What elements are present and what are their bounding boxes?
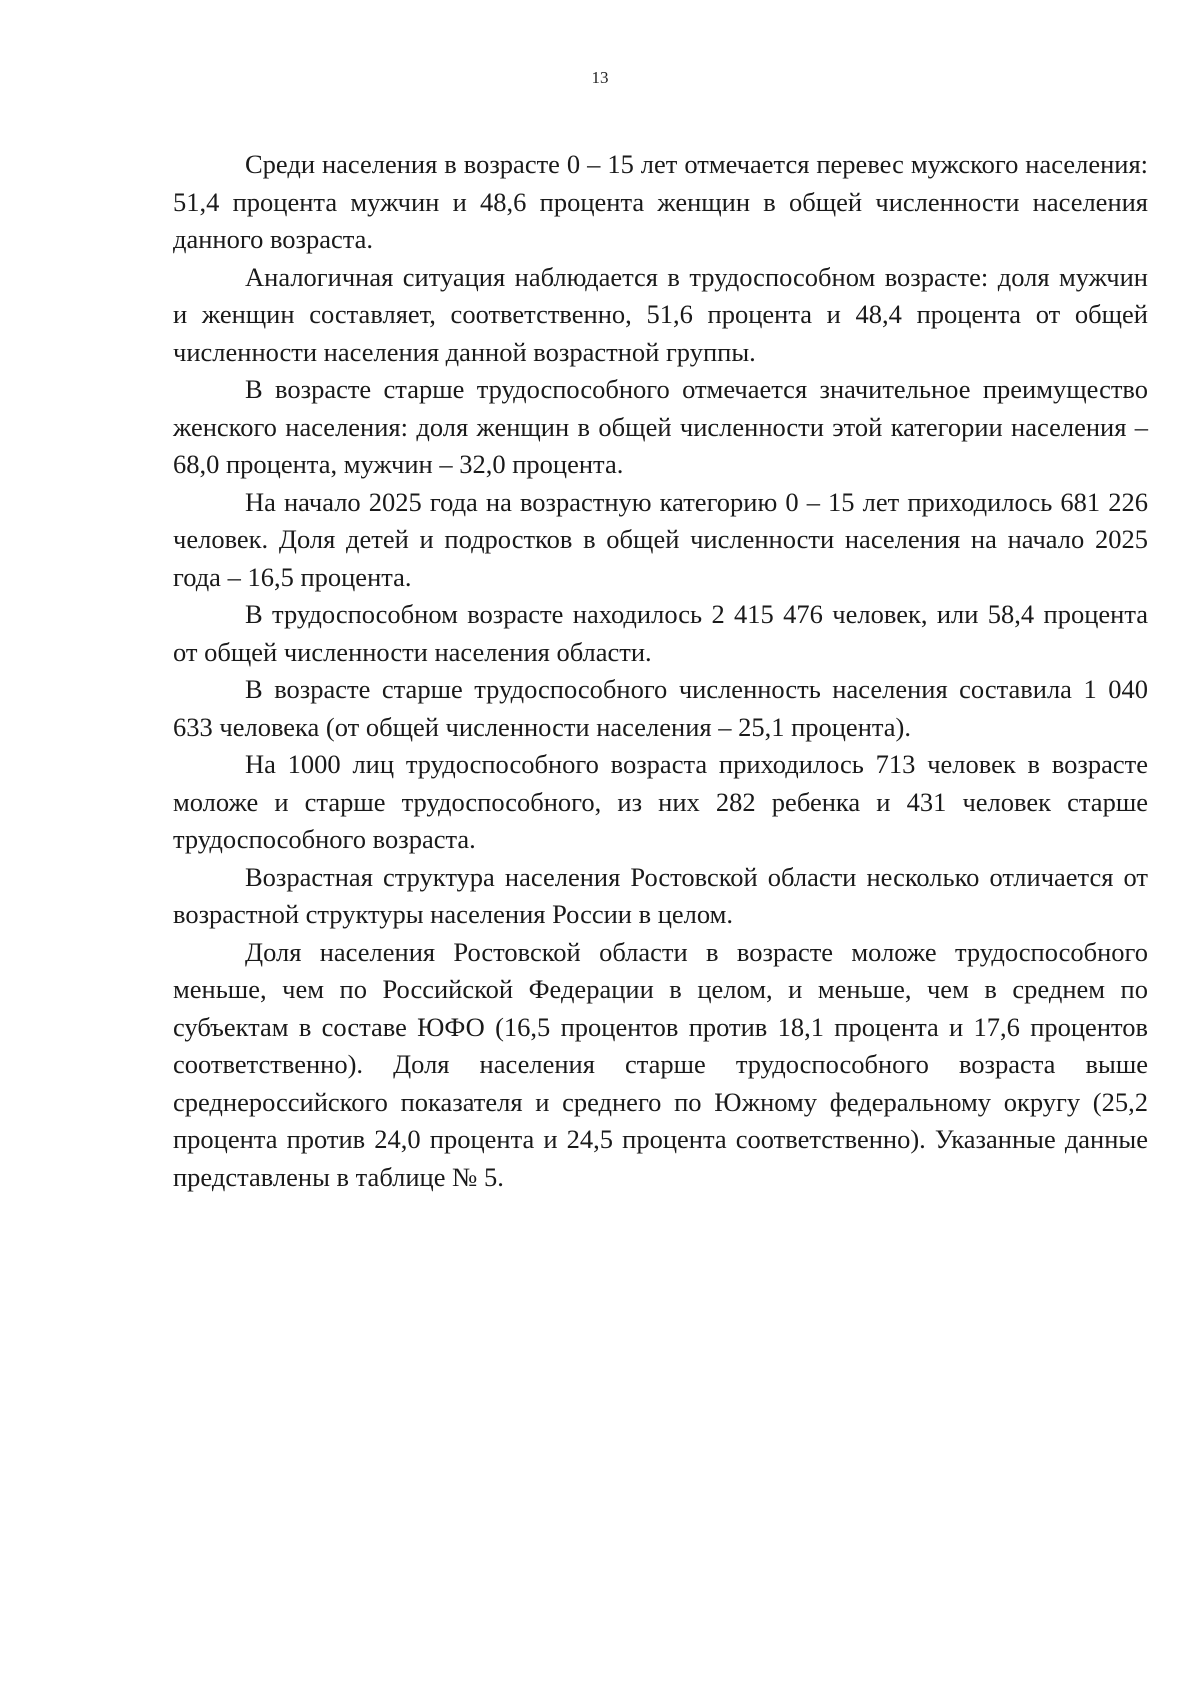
paragraph: На 1000 лиц трудоспособного возраста приходилось 713 человек в возрасте моложе и старше трудоспособного, из них 282 ребенка и 431 человек старше трудоспособного возраста. bbox=[173, 749, 1148, 854]
body-text bbox=[173, 146, 1148, 1196]
page-number: 13 bbox=[591, 68, 609, 87]
paragraph: На начало 2025 года на возрастную категорию 0 – 15 лет приходилось 681 226 человек. Доля детей и подростков в общей численности населения на начало 2025 года – 16,5 процента. bbox=[173, 486, 1148, 592]
paragraph: Аналогичная ситуация наблюдается в трудоспособном возрасте: доля мужчин и женщин составляет, соответственно, 51,6 процента и 48,4 процента от общей численности населения данной возрастной группы. bbox=[173, 261, 1148, 367]
paragraph: В возрасте старше трудоспособного численность населения составила 1 040 633 человека (от общей численности населения – 25,1 процента). bbox=[173, 674, 1148, 742]
paragraph: Доля населения Ростовской области в возрасте моложе трудоспособного меньше, чем по Российской Федерации в целом, и меньше, чем в среднем по субъектам в составе ЮФО (16,5 процентов против 18,1 процента и 17,6 процентов соответственно). Доля населения старше трудоспособного возраста выше среднероссийского показателя и среднего по Южному федеральному округу (25,2 процента против 24,0 процента и 24,5 процента соответственно). Указанные данные представлены в таблице № 5. bbox=[173, 936, 1148, 1192]
paragraph: Возрастная структура населения Ростовской области несколько отличается от возрастной структуры населения России в целом. bbox=[173, 861, 1148, 929]
paragraph: Среди населения в возрасте 0 – 15 лет отмечается перевес мужского населения: 51,4 процента мужчин и 48,6 процента женщин в общей численности населения данного возраста. bbox=[173, 149, 1148, 254]
paragraph: В трудоспособном возрасте находилось 2 415 476 человек, или 58,4 процента от общей численности населения области. bbox=[173, 599, 1148, 667]
paragraph: В возрасте старше трудоспособного отмечается значительное преимущество женского населения: доля женщин в общей численности этой категории населения – 68,0 процента, мужчин – 32,0 процента. bbox=[173, 374, 1148, 479]
